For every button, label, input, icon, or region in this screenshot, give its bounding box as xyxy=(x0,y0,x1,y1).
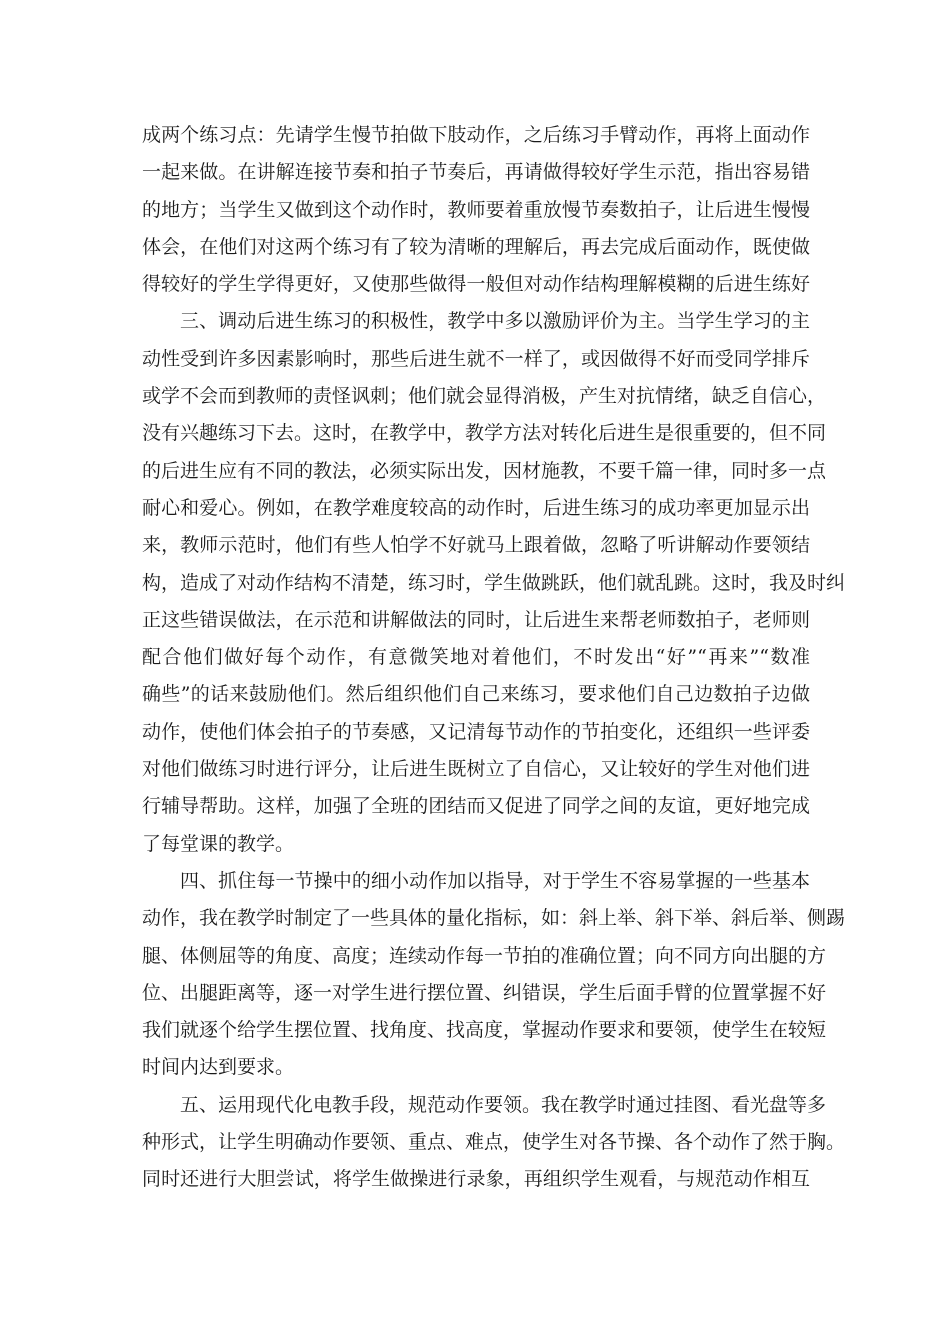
text-line: 耐心和爱心。例如，在教学难度较高的动作时，后进生练习的成功率更加显示出 xyxy=(142,496,810,519)
text-line: 或学不会而到教师的责怪讽刺；他们就会显得消极，产生对抗情绪，缺乏自信心， xyxy=(142,385,827,408)
text-line: 的后进生应有不同的教法，必须实际出发，因材施教，不要千篇一律，同时多一点 xyxy=(142,459,827,482)
text-line: 一起来做。在讲解连接节奏和拍子节奏后，再请做得较好学生示范，指出容易错 xyxy=(142,161,810,184)
text-line: 时间内达到要求。 xyxy=(142,1056,295,1079)
text-line: 四、抓住每一节操中的细小动作加以指导，对于学生不容易掌握的一些基本 xyxy=(180,869,810,892)
text-line: 对他们做练习时进行评分，让后进生既树立了自信心，又让较好的学生对他们进 xyxy=(142,758,810,781)
text-line: 同时还进行大胆尝试，将学生做操进行录象，再组织学生观看，与规范动作相互 xyxy=(142,1168,810,1191)
body-text xyxy=(142,117,846,1199)
text-line: 成两个练习点：先请学生慢节拍做下肢动作，之后练习手臂动作，再将上面动作 xyxy=(142,124,810,146)
text-line: 确些”的话来鼓励他们。然后组织他们自己来练习，要求他们自己边数拍子边做 xyxy=(142,683,810,706)
text-line: 正这些错误做法，在示范和讲解做法的同时，让后进生来帮老师数拍子，老师则 xyxy=(142,608,810,631)
text-line: 五、运用现代化电教手段，规范动作要领。我在教学时通过挂图、看光盘等多 xyxy=(180,1093,827,1116)
text-line: 种形式，让学生明确动作要领、重点、难点，使学生对各节操、各个动作了然于胸。 xyxy=(142,1131,846,1154)
text-line: 腿、体侧屈等的角度、高度；连续动作每一节拍的准确位置；向不同方向出腿的方 xyxy=(142,944,827,967)
text-line: 我们就逐个给学生摆位置、找角度、找高度，掌握动作要求和要领，使学生在较短 xyxy=(142,1019,827,1042)
text-line: 体会，在他们对这两个练习有了较为清晰的理解后，再去完成后面动作，既使做 xyxy=(142,235,810,258)
text-line: 位、出腿距离等，逐一对学生进行摆位置、纠错误，学生后面手臂的位置掌握不好 xyxy=(142,981,827,1004)
text-line: 得较好的学生学得更好，又使那些做得一般但对动作结构理解模糊的后进生练好 xyxy=(142,273,810,296)
text-line: 配合他们做好每个动作，有意微笑地对着他们，不时发出“好”“再来”“数准 xyxy=(142,646,810,669)
text-line: 动作，使他们体会拍子的节奏感，又记清每节动作的节拍变化，还组织一些评委 xyxy=(142,720,810,743)
text-line: 构，造成了对动作结构不清楚，练习时，学生做跳跃，他们就乱跳。这时，我及时纠 xyxy=(142,571,846,594)
text-line: 来，教师示范时，他们有些人怕学不好就马上跟着做，忽略了听讲解动作要领结 xyxy=(142,534,810,557)
text-line: 行辅导帮助。这样，加强了全班的团结而又促进了同学之间的友谊，更好地完成 xyxy=(142,795,810,818)
text-line: 动性受到许多因素影响时，那些后进生就不一样了，或因做得不好而受同学排斥 xyxy=(142,347,810,370)
text-line: 的地方；当学生又做到这个动作时，教师要着重放慢节奏数拍子，让后进生慢慢 xyxy=(142,198,810,221)
text-line: 动作，我在教学时制定了一些具体的量化指标，如：斜上举、斜下举、斜后举、侧踢 xyxy=(142,907,846,930)
text-line: 了每堂课的教学。 xyxy=(142,832,295,855)
text-line: 三、调动后进生练习的积极性，教学中多以激励评价为主。当学生学习的主 xyxy=(180,310,810,333)
text-line: 没有兴趣练习下去。这时，在教学中，教学方法对转化后进生是很重要的，但不同 xyxy=(142,422,827,445)
